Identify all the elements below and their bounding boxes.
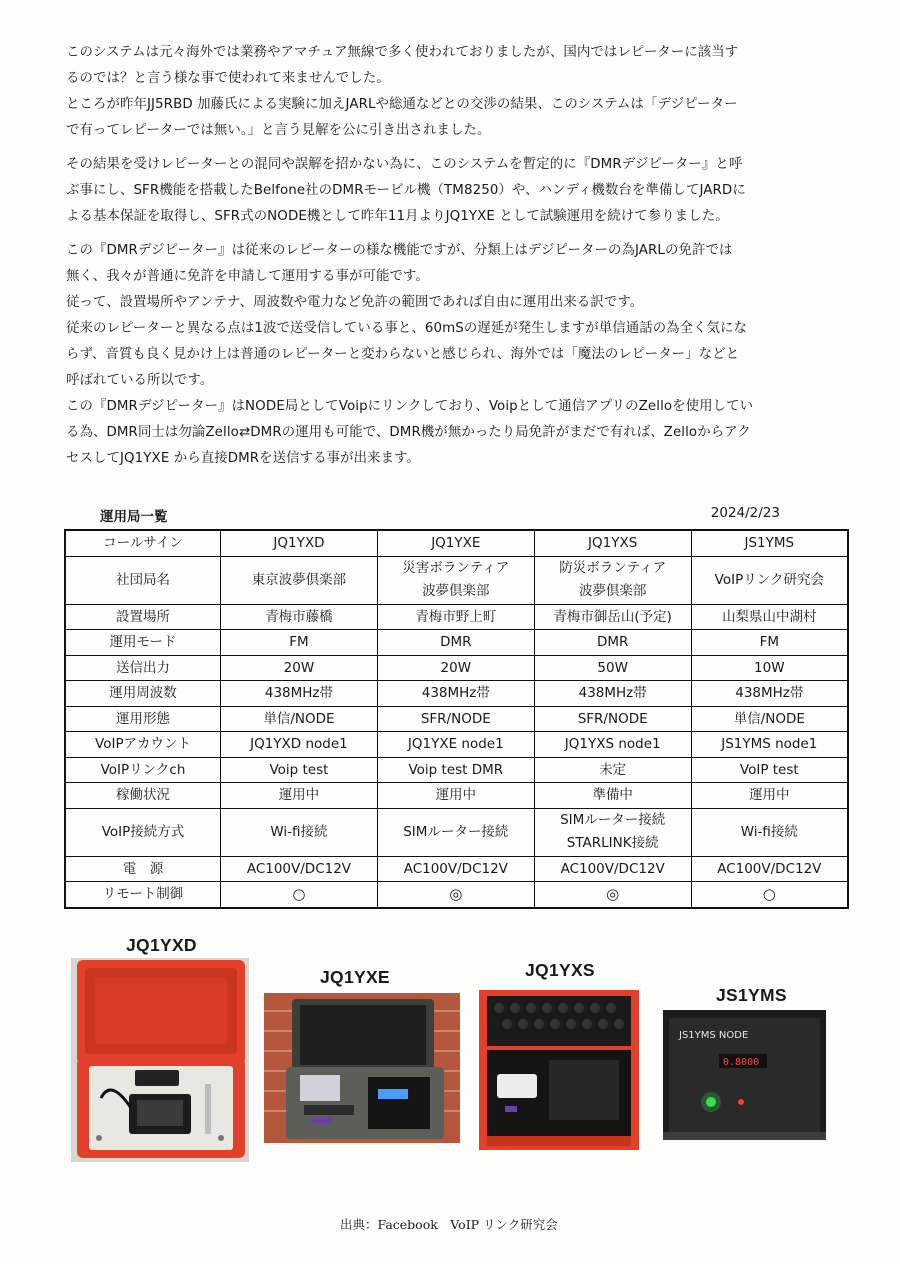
- text-line: セスしてJQ1YXE から直接DMRを送信する事が出来ます。: [66, 451, 420, 466]
- table-cell: JS1YMS: [691, 530, 848, 556]
- table-date: 2024/2/23: [710, 505, 780, 521]
- photo-js1yms: [663, 1010, 826, 1140]
- text-line: このシステムは元々海外では業務やアマチュア無線で多く使われておりましたが、国内ではレピーターに該当す: [66, 45, 739, 60]
- table-cell: ○: [691, 882, 848, 908]
- photo-label-jq1yxd: JQ1YXD: [126, 935, 197, 955]
- text-line: 従来のレピーターと異なる点は1波で送受信している事と、60mSの遅延が発生しますが単信通話の為全く気にな: [66, 321, 748, 336]
- table-cell: JQ1YXD node1: [221, 732, 378, 758]
- text-line: この『DMRデジピーター』はNODE局としてVoipにリンクしており、Voipとして通信アプリのZelloを使用してい: [66, 399, 754, 414]
- table-cell: JS1YMS node1: [691, 732, 848, 758]
- table-cell: 運用中: [691, 783, 848, 809]
- orange-case-open-image: [71, 958, 249, 1162]
- row-label-cell: VoIPリンクch: [65, 757, 221, 783]
- table-cell: JQ1YXD: [221, 530, 378, 556]
- table-cell: 20W: [221, 655, 378, 681]
- photo-label-jq1yxe: JQ1YXE: [320, 967, 390, 987]
- table-cell: AC100V/DC12V: [377, 856, 534, 882]
- row-label-cell: 運用形態: [65, 706, 221, 732]
- table-row: [65, 783, 848, 809]
- table-cell: Wi-fi接続: [691, 808, 848, 856]
- text-line: で有ってレピーターでは無い。」と言う見解を公に引き出されました。: [66, 123, 491, 138]
- table-cell: 青梅市野上町: [377, 604, 534, 630]
- table-row: [65, 604, 848, 630]
- table-cell: 20W: [377, 655, 534, 681]
- row-label-cell: リモート制御: [65, 882, 221, 908]
- text-line: この『DMRデジピーター』は従来のレピーターの様な機能ですが、分類上はデジピーターの為JARLの免許では: [66, 243, 733, 258]
- table-row: [65, 681, 848, 707]
- table-cell: 438MHz帯: [691, 681, 848, 707]
- table-row: [65, 757, 848, 783]
- text-line: らず、音質も良く見かけ上は普通のレピーターと変わらないと感じられ、海外では「魔法のレピーター」などと: [66, 347, 740, 362]
- table-cell: 防災ボランティア 波夢倶楽部: [534, 556, 691, 604]
- table-cell: SIMルーター接続: [377, 808, 534, 856]
- table-cell: 50W: [534, 655, 691, 681]
- table-cell: JQ1YXS node1: [534, 732, 691, 758]
- table-row: [65, 882, 848, 908]
- text-line: 従って、設置場所やアンテナ、周波数や電力など免許の範囲であれば自由に運用出来る訳です。: [66, 295, 644, 310]
- text-line: ところが昨年JJ5RBD 加藤氏による実験に加えJARLや総通などとの交渉の結果、このシステムは「デジピーター: [66, 97, 738, 112]
- table-cell: ○: [221, 882, 378, 908]
- row-label-cell: VoIP接続方式: [65, 808, 221, 856]
- photo-label-js1yms: JS1YMS: [716, 985, 787, 1005]
- station-table: [64, 529, 849, 909]
- table-cell: FM: [221, 630, 378, 656]
- paragraph-2: [66, 152, 846, 230]
- text-line: るのでは？と言う様な事で使われて来ませんでした。: [66, 71, 390, 86]
- table-cell: Voip test DMR: [377, 757, 534, 783]
- table-cell: SFR/NODE: [377, 706, 534, 732]
- photo-jq1yxe: [264, 993, 460, 1143]
- text-line: 呼ばれている所以です。: [66, 373, 214, 388]
- paragraph-3: [66, 238, 846, 472]
- table-row: [65, 732, 848, 758]
- table-cell: ◎: [534, 882, 691, 908]
- table-row: [65, 856, 848, 882]
- table-cell: JQ1YXS: [534, 530, 691, 556]
- panel-text: JS1YMS NODE: [679, 1030, 749, 1041]
- table-row: [65, 556, 848, 604]
- table-cell: DMR: [534, 630, 691, 656]
- table-cell: 準備中: [534, 783, 691, 809]
- table-cell: 単信/NODE: [221, 706, 378, 732]
- table-cell: 運用中: [221, 783, 378, 809]
- station-table-body: [65, 530, 848, 908]
- photo-jq1yxs: [479, 990, 639, 1150]
- table-cell: VoIPリンク研究会: [691, 556, 848, 604]
- table-cell: 単信/NODE: [691, 706, 848, 732]
- row-label-cell: 社団局名: [65, 556, 221, 604]
- table-cell: 未定: [534, 757, 691, 783]
- table-cell: 山梨県山中湖村: [691, 604, 848, 630]
- photo-jq1yxd: [71, 958, 249, 1162]
- brick-wall-case-image: [264, 993, 460, 1143]
- table-cell: 10W: [691, 655, 848, 681]
- table-cell: 438MHz帯: [221, 681, 378, 707]
- text-line: その結果を受けレピーターとの混同や誤解を招かない為に、このシステムを暫定的に『DMRデジピーター』と呼: [66, 157, 743, 172]
- table-cell: Wi-fi接続: [221, 808, 378, 856]
- table-cell: 438MHz帯: [534, 681, 691, 707]
- table-cell: AC100V/DC12V: [691, 856, 848, 882]
- table-cell: JQ1YXE: [377, 530, 534, 556]
- table-row: [65, 630, 848, 656]
- table-cell: SFR/NODE: [534, 706, 691, 732]
- row-label-cell: 運用モード: [65, 630, 221, 656]
- table-cell: DMR: [377, 630, 534, 656]
- table-cell: ◎: [377, 882, 534, 908]
- text-line: ぶ事にし、SFR機能を搭載したBelfone社のDMRモービル機（TM8250）や、ハンディ機数台を準備してJARDに: [66, 183, 746, 198]
- table-cell: 運用中: [377, 783, 534, 809]
- paragraph-1: [66, 40, 846, 144]
- table-cell: AC100V/DC12V: [534, 856, 691, 882]
- row-label-cell: 稼働状況: [65, 783, 221, 809]
- table-header-row: [65, 530, 848, 556]
- row-label-cell: 運用周波数: [65, 681, 221, 707]
- table-cell: 東京波夢倶楽部: [221, 556, 378, 604]
- source-credit: 出典：Facebook VoIP リンク研究会: [340, 1217, 558, 1232]
- table-row: [65, 808, 848, 856]
- article-body: [66, 40, 846, 480]
- table-cell: 438MHz帯: [377, 681, 534, 707]
- table-row: [65, 655, 848, 681]
- text-line: よる基本保証を取得し、SFR式のNODE機として昨年11月よりJQ1YXE として試験運用を続けて参りました。: [66, 209, 729, 224]
- foam-case-image: [479, 990, 639, 1150]
- table-cell: SIMルーター接続 STARLINK接続: [534, 808, 691, 856]
- node-box-image: [663, 1010, 826, 1140]
- table-row: [65, 706, 848, 732]
- photo-label-jq1yxs: JQ1YXS: [525, 960, 595, 980]
- panel-display: 0.8000: [723, 1057, 760, 1068]
- text-line: る為、DMR同士は勿論Zello⇄DMRの運用も可能で、DMR機が無かったり局免許がまだで有れば、Zelloからアク: [66, 425, 751, 440]
- table-cell: Voip test: [221, 757, 378, 783]
- table-cell: AC100V/DC12V: [221, 856, 378, 882]
- table-cell: VoIP test: [691, 757, 848, 783]
- table-cell: 災害ボランティア 波夢倶楽部: [377, 556, 534, 604]
- table-cell: JQ1YXE node1: [377, 732, 534, 758]
- row-label-cell: 送信出力: [65, 655, 221, 681]
- row-label-cell: VoIPアカウント: [65, 732, 221, 758]
- table-cell: 青梅市御岳山(予定): [534, 604, 691, 630]
- table-caption: [100, 505, 780, 525]
- text-line: 無く、我々が普通に免許を申請して運用する事が可能です。: [66, 269, 429, 284]
- row-label-cell: 電 源: [65, 856, 221, 882]
- table-cell: 青梅市藤橋: [221, 604, 378, 630]
- table-cell: コールサイン: [65, 530, 221, 556]
- table-cell: FM: [691, 630, 848, 656]
- table-title: 運用局一覧: [100, 509, 168, 525]
- row-label-cell: 設置場所: [65, 604, 221, 630]
